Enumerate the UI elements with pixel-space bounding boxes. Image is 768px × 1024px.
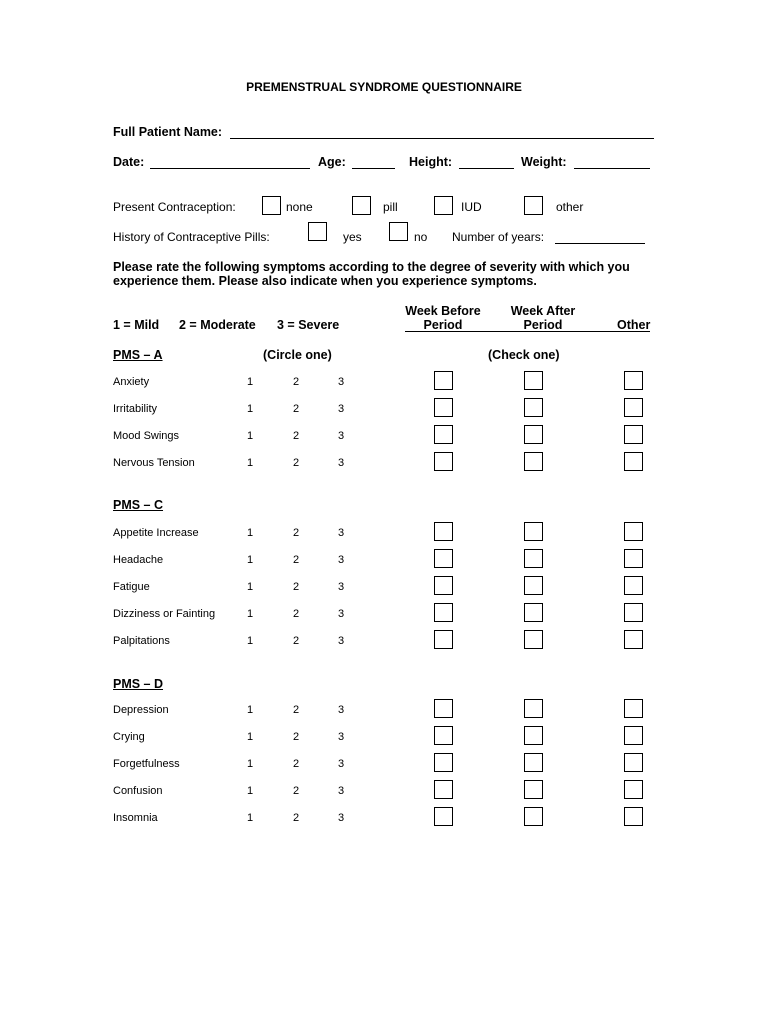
symptom-label: Depression [113, 704, 169, 716]
week-before-checkbox[interactable] [434, 726, 453, 745]
week-before-checkbox[interactable] [434, 549, 453, 568]
full-name-label: Full Patient Name: [113, 125, 223, 139]
rating-option-1[interactable]: 1 [247, 608, 254, 620]
other-checkbox[interactable] [624, 371, 643, 390]
rating-option-1[interactable]: 1 [247, 704, 254, 716]
symptom-label: Nervous Tension [113, 457, 195, 469]
week-after-checkbox[interactable] [524, 807, 543, 826]
contraception-pill-label: pill [383, 200, 398, 214]
week-after-checkbox[interactable] [524, 726, 543, 745]
rating-option-3[interactable]: 3 [338, 457, 345, 469]
date-label: Date: [113, 155, 145, 169]
rating-option-2[interactable]: 2 [293, 403, 300, 415]
week-after-checkbox[interactable] [524, 371, 543, 390]
full-name-field[interactable] [230, 138, 654, 139]
rating-option-3[interactable]: 3 [338, 554, 345, 566]
history-label: History of Contraceptive Pills: [113, 230, 270, 244]
instructions-line-2: experience them. Please also indicate when you experience symptoms. [113, 274, 537, 288]
header-underline [405, 331, 650, 332]
symptom-label: Headache [113, 554, 164, 566]
rating-option-2[interactable]: 2 [293, 457, 300, 469]
rating-option-3[interactable]: 3 [338, 731, 345, 743]
rating-option-1[interactable]: 1 [247, 527, 254, 539]
week-after-checkbox[interactable] [524, 398, 543, 417]
symptom-label: Anxiety [113, 376, 150, 388]
rating-option-3[interactable]: 3 [338, 608, 345, 620]
symptom-label: Insomnia [113, 812, 158, 824]
scale-moderate: 2 = Moderate [179, 318, 256, 332]
symptom-label: Palpitations [113, 635, 170, 647]
rating-option-1[interactable]: 1 [247, 581, 254, 593]
rating-option-2[interactable]: 2 [293, 527, 300, 539]
rating-option-2[interactable]: 2 [293, 635, 300, 647]
symptom-label: Mood Swings [113, 430, 180, 442]
contraception-label: Present Contraception: [113, 200, 236, 214]
symptom-label: Irritability [113, 403, 158, 415]
week-before-checkbox[interactable] [434, 398, 453, 417]
scale-severe: 3 = Severe [277, 318, 340, 332]
other-checkbox[interactable] [624, 425, 643, 444]
rating-option-2[interactable]: 2 [293, 430, 300, 442]
other-checkbox[interactable] [624, 603, 643, 622]
rating-option-1[interactable]: 1 [247, 403, 254, 415]
height-field[interactable] [459, 168, 514, 169]
week-before-checkbox[interactable] [434, 452, 453, 471]
week-after-checkbox[interactable] [524, 425, 543, 444]
rating-option-1[interactable]: 1 [247, 430, 254, 442]
form-title: PREMENSTRUAL SYNDROME QUESTIONNAIRE [246, 80, 522, 94]
years-field[interactable] [555, 243, 645, 244]
section-header: PMS – C [113, 498, 164, 512]
week-after-checkbox[interactable] [524, 753, 543, 772]
check-one-note: (Check one) [488, 348, 560, 362]
age-label: Age: [318, 155, 346, 169]
other-checkbox[interactable] [624, 398, 643, 417]
other-checkbox[interactable] [624, 452, 643, 471]
section-header: PMS – D [113, 677, 164, 691]
other-checkbox[interactable] [624, 726, 643, 745]
rating-option-1[interactable]: 1 [247, 812, 254, 824]
contraception-none-label: none [286, 200, 313, 214]
symptom-label: Dizziness or Fainting [113, 608, 216, 620]
section-header: PMS – A [113, 348, 163, 362]
rating-option-2[interactable]: 2 [293, 608, 300, 620]
symptom-label: Appetite Increase [113, 527, 199, 539]
week-after-header-1: Week After [510, 304, 576, 318]
week-before-header-1: Week Before [405, 304, 481, 318]
rating-option-3[interactable]: 3 [338, 758, 345, 770]
scale-mild: 1 = Mild [113, 318, 160, 332]
week-before-checkbox[interactable] [434, 371, 453, 390]
week-before-checkbox[interactable] [434, 753, 453, 772]
week-after-checkbox[interactable] [524, 699, 543, 718]
week-before-checkbox[interactable] [434, 603, 453, 622]
week-before-checkbox[interactable] [434, 425, 453, 444]
week-after-checkbox[interactable] [524, 549, 543, 568]
week-before-checkbox[interactable] [434, 522, 453, 541]
rating-option-1[interactable]: 1 [247, 758, 254, 770]
age-field[interactable] [352, 168, 395, 169]
rating-option-3[interactable]: 3 [338, 430, 345, 442]
rating-option-2[interactable]: 2 [293, 704, 300, 716]
symptom-label: Fatigue [113, 581, 150, 593]
other-checkbox[interactable] [624, 699, 643, 718]
instructions-line-1: Please rate the following symptoms according to the degree of severity with which you [113, 260, 630, 274]
contraception-iud-checkbox[interactable] [434, 196, 453, 215]
rating-option-1[interactable]: 1 [247, 635, 254, 647]
symptom-label: Confusion [113, 785, 163, 797]
contraception-pill-checkbox[interactable] [352, 196, 371, 215]
week-after-checkbox[interactable] [524, 522, 543, 541]
week-before-checkbox[interactable] [434, 807, 453, 826]
contraception-iud-label: IUD [461, 200, 482, 214]
rating-option-3[interactable]: 3 [338, 376, 345, 388]
height-label: Height: [409, 155, 453, 169]
week-after-checkbox[interactable] [524, 630, 543, 649]
contraception-other-label: other [556, 200, 584, 214]
week-before-checkbox[interactable] [434, 576, 453, 595]
week-after-checkbox[interactable] [524, 576, 543, 595]
week-after-checkbox[interactable] [524, 603, 543, 622]
other-checkbox[interactable] [624, 753, 643, 772]
rating-option-2[interactable]: 2 [293, 812, 300, 824]
rating-option-2[interactable]: 2 [293, 554, 300, 566]
week-before-checkbox[interactable] [434, 780, 453, 799]
other-checkbox[interactable] [624, 522, 643, 541]
other-header: Other [617, 318, 651, 332]
years-label: Number of years: [452, 230, 545, 244]
rating-option-2[interactable]: 2 [293, 758, 300, 770]
rating-option-2[interactable]: 2 [293, 731, 300, 743]
rating-option-3[interactable]: 3 [338, 704, 345, 716]
weight-field[interactable] [574, 168, 650, 169]
rating-option-2[interactable]: 2 [293, 376, 300, 388]
week-before-checkbox[interactable] [434, 630, 453, 649]
other-checkbox[interactable] [624, 549, 643, 568]
circle-one-note: (Circle one) [263, 348, 332, 362]
week-after-checkbox[interactable] [524, 780, 543, 799]
rating-option-1[interactable]: 1 [247, 457, 254, 469]
history-no-label: no [414, 230, 428, 244]
symptom-label: Crying [113, 731, 145, 743]
rating-option-2[interactable]: 2 [293, 785, 300, 797]
rating-option-3[interactable]: 3 [338, 527, 345, 539]
weight-label: Weight: [521, 155, 567, 169]
other-checkbox[interactable] [624, 630, 643, 649]
contraception-other-checkbox[interactable] [524, 196, 543, 215]
symptom-label: Forgetfulness [113, 758, 180, 770]
rating-option-1[interactable]: 1 [247, 376, 254, 388]
rating-option-1[interactable]: 1 [247, 785, 254, 797]
week-after-header-2: Period [523, 318, 563, 332]
rating-option-3[interactable]: 3 [338, 581, 345, 593]
rating-option-3[interactable]: 3 [338, 812, 345, 824]
rating-option-3[interactable]: 3 [338, 635, 345, 647]
other-checkbox[interactable] [624, 807, 643, 826]
week-after-checkbox[interactable] [524, 452, 543, 471]
rating-option-3[interactable]: 3 [338, 785, 345, 797]
week-before-checkbox[interactable] [434, 699, 453, 718]
rating-option-1[interactable]: 1 [247, 731, 254, 743]
history-yes-checkbox[interactable] [308, 222, 327, 241]
other-checkbox[interactable] [624, 780, 643, 799]
contraception-none-checkbox[interactable] [262, 196, 281, 215]
rating-option-3[interactable]: 3 [338, 403, 345, 415]
week-before-header-2: Period [423, 318, 463, 332]
date-field[interactable] [150, 168, 310, 169]
history-yes-label: yes [343, 230, 362, 244]
rating-option-2[interactable]: 2 [293, 581, 300, 593]
other-checkbox[interactable] [624, 576, 643, 595]
history-no-checkbox[interactable] [389, 222, 408, 241]
rating-option-1[interactable]: 1 [247, 554, 254, 566]
